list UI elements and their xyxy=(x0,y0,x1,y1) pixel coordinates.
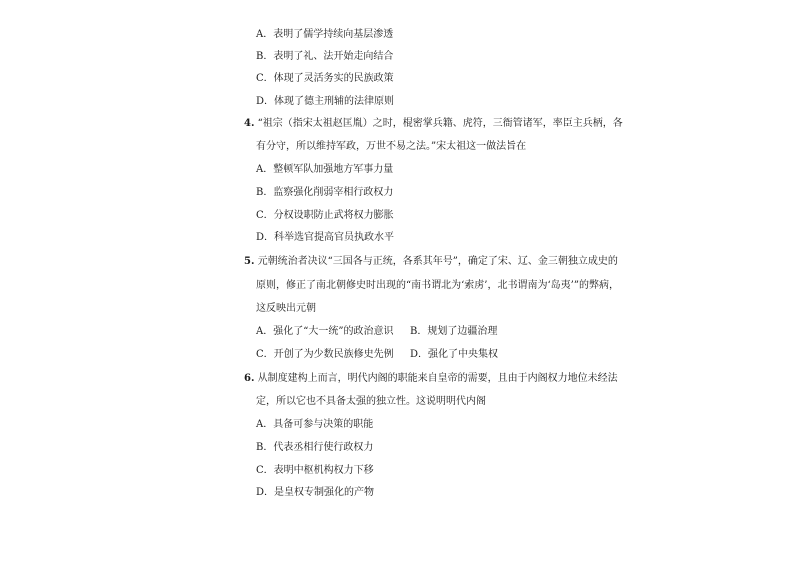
q6-stem-line-1: 6. 从制度建构上而言，明代内阁的职能来自皇帝的需要，且由于内阁权力地位未经法 xyxy=(244,373,618,384)
q6-option-b: B．代表丞相行使行政权力 xyxy=(256,442,374,453)
q4-stem-line-2: 有分守，所以维持军政，万世不易之法。”宋太祖这一做法旨在 xyxy=(256,141,527,152)
q6-option-d: D．是皇权专制强化的产物 xyxy=(256,487,375,498)
q5-option-a: A．强化了“大一统”的政治意识 xyxy=(256,326,394,337)
q3-option-d: D．体现了德主刑辅的法律原则 xyxy=(256,96,395,107)
q5-option-b: B．规划了边疆治理 xyxy=(410,326,498,337)
q4-option-a: A．整顿军队加强地方军事力量 xyxy=(256,164,394,175)
q6-option-c: C．表明中枢机构权力下移 xyxy=(256,465,374,476)
q3-option-b: B．表明了礼、法开始走向结合 xyxy=(256,51,394,62)
q4-option-c: C．分权设职防止武将权力膨胀 xyxy=(256,210,394,221)
q6-stem-line-2: 定，所以它也不具备太强的独立性。这说明明代内阁 xyxy=(256,396,486,407)
q3-option-c: C．体现了灵活务实的民族政策 xyxy=(256,73,394,84)
q5-stem-line-3: 这反映出元朝 xyxy=(256,303,316,314)
q5-stem-line-2: 原则，修正了南北朝修史时出现的“南书谓北为‘索虏’，北书谓南为‘岛夷’”的弊病， xyxy=(256,280,619,291)
q4-stem-line-1: 4. “祖宗（指宋太祖赵匡胤）之时，棍密掌兵籍、虎符，三衙管诸军，率臣主兵柄，各 xyxy=(244,118,623,129)
q5-option-d: D．强化了中央集权 xyxy=(410,349,499,360)
q5-stem-line-1: 5. 元朝统治者决议“三国各与正统，各系其年号”，确定了宋、辽、金三朝独立成史的 xyxy=(244,256,618,267)
q4-option-b: B．监察强化削弱宰相行政权力 xyxy=(256,187,394,198)
q4-option-d: D．科举选官提高官员执政水平 xyxy=(256,232,395,243)
q3-option-a: A．表明了儒学持续向基层渗透 xyxy=(256,29,394,40)
q6-option-a: A．具备可参与决策的职能 xyxy=(256,419,374,430)
q5-option-c: C．开创了为少数民族修史先例 xyxy=(256,349,394,360)
